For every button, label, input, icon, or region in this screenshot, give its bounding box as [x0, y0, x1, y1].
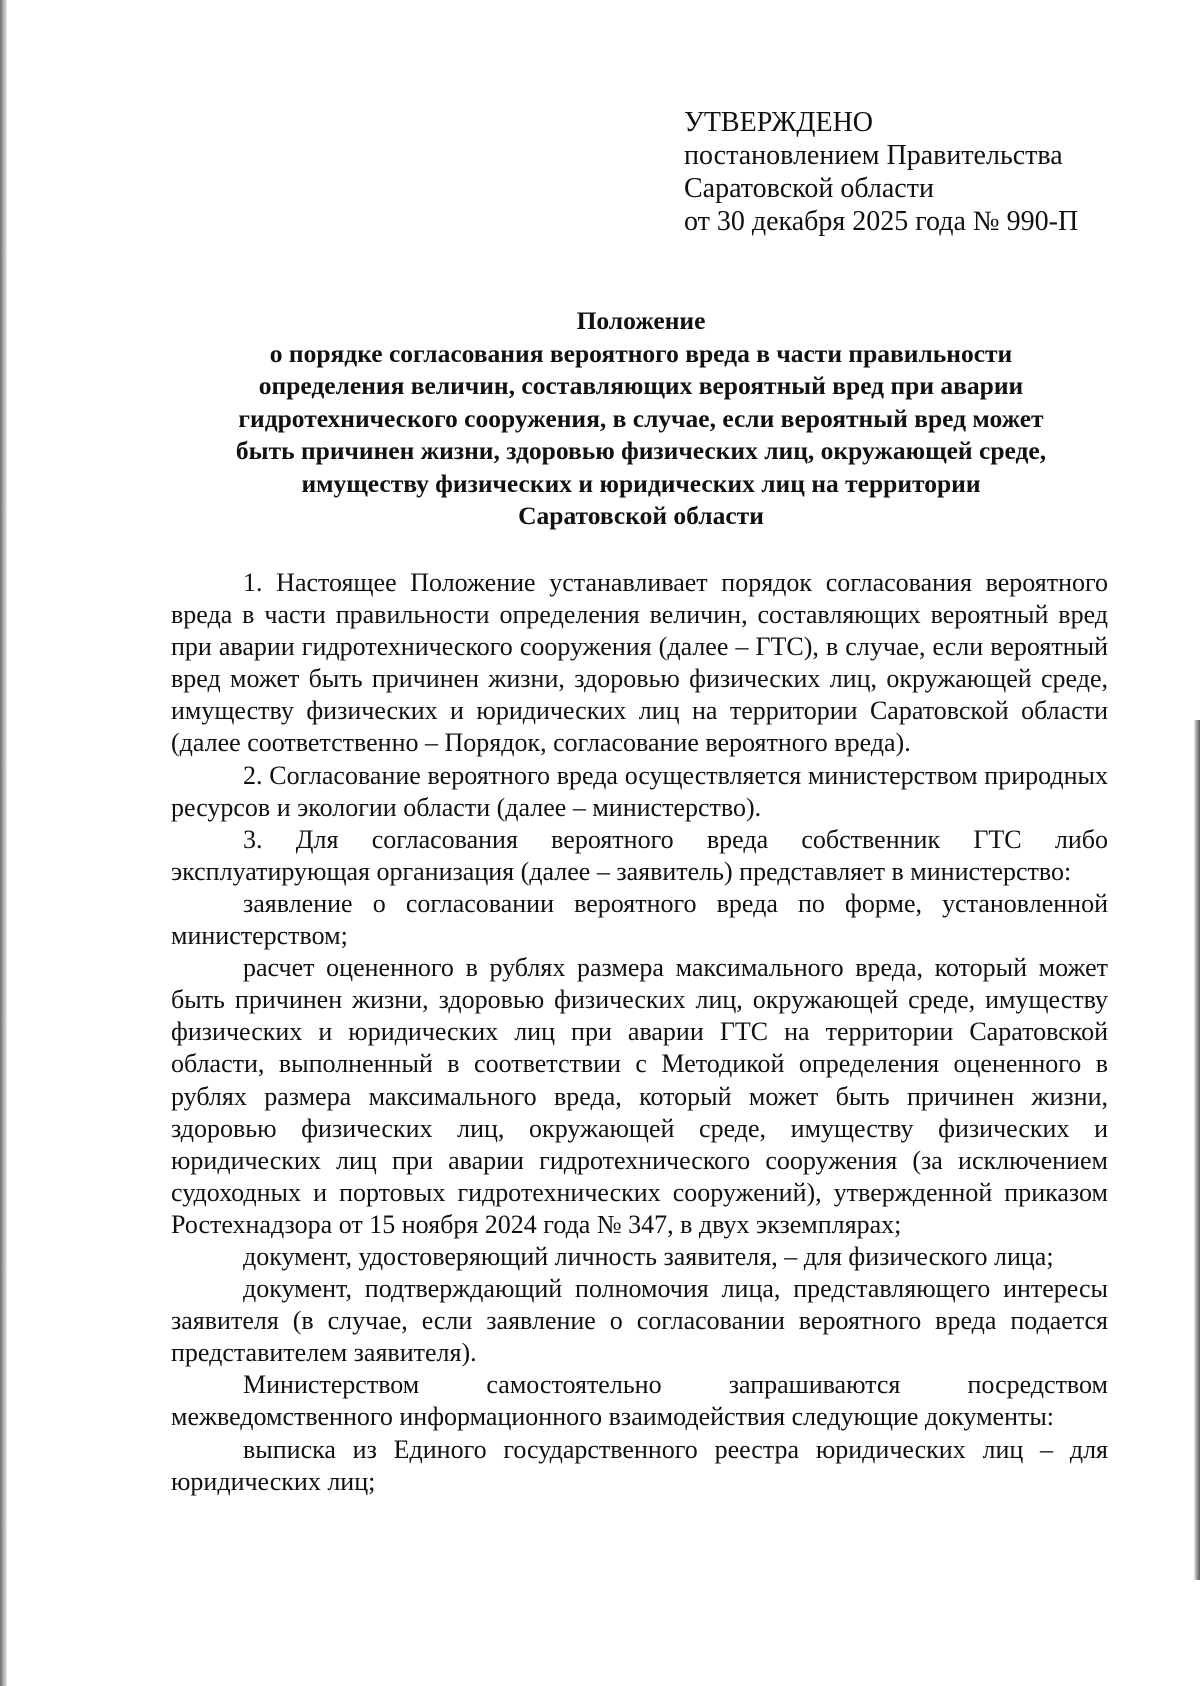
title-line: Саратовской области	[518, 501, 764, 530]
approval-stamp	[684, 106, 1104, 238]
scan-edge-right	[1194, 720, 1200, 1580]
paragraph-1: 1. Настоящее Положение устанавливает порядок согласования вероятного вреда в части правильности определения величин, составляющих вероятный вред при аварии гидротехнического сооружения (далее – ГТС), в случае, если вероятный вред может быть причинен жизни, здоровью физических лиц, окружающей среде, имуществу физических и юридических лиц на территории Саратовской области (далее соответственно – Порядок, согласование вероятного вреда).	[171, 568, 1108, 758]
title-line: определения величин, составляющих вероятный вред при аварии	[258, 371, 1024, 400]
title-line: о порядке согласования вероятного вреда в части правильности	[269, 338, 1013, 368]
approval-approved: УТВЕРЖДЕНО	[684, 107, 874, 138]
approval-by-resolution: постановлением Правительства	[684, 140, 1063, 171]
paragraph-3: 3. Для согласования вероятного вреда собственник ГТС либо эксплуатирующая организация (далее – заявитель) представляет в министерство:	[171, 824, 1108, 886]
title-line: имуществу физических и юридических лиц на территории	[301, 468, 981, 498]
title-line: быть причинен жизни, здоровью физических лиц, окружающей среде,	[235, 436, 1047, 465]
paragraph-3-item-authority-document: документ, подтверждающий полномочия лица, представляющего интересы заявителя (в случае, если заявление о согласовании вероятного вреда подается представителем заявителя).	[171, 1274, 1108, 1368]
approval-date-number: от 30 декабря 2025 года № 990-П	[684, 206, 1079, 237]
paragraph-3-item-application: заявление о согласовании вероятного вреда по форме, установленной министерством;	[171, 888, 1108, 951]
document-title	[150, 305, 1132, 533]
paragraph-2: 2. Согласование вероятного вреда осуществляется министерством природных ресурсов и экологии области (далее – министерство).	[171, 760, 1108, 822]
title-heading: Положение	[576, 306, 706, 335]
paragraph-interagency-item-egrul: выписка из Единого государственного реестра юридических лиц – для юридических лиц;	[171, 1434, 1108, 1496]
title-line: гидротехнического сооружения, в случае, если вероятный вред может	[238, 403, 1044, 433]
paragraph-3-item-calculation: расчет оцененного в рублях размера максимального вреда, который может быть причинен жизни, здоровью физических лиц, окружающей среде, имуществу физических и юридических лиц при аварии ГТС на территории Саратовской области, выполненный в соответствии с Методикой определения оцененного в рублях размера максимального вреда, который может быть причинен жизни, здоровью физических лиц, окружающей среде, имуществу физических и юридических лиц при аварии гидротехнического сооружения (за исключением судоходных и портовых гидротехнических сооружений), утвержденной приказом Ростехнадзора от 15 ноября 2024 года № 347, в двух экземплярах;	[171, 953, 1108, 1239]
scan-edge-left	[0, 0, 7, 1686]
document-body	[171, 567, 1108, 1498]
approval-region: Саратовской области	[684, 173, 934, 204]
paragraph-interagency-request: Министерством самостоятельно запрашиваются посредством межведомственного информационного взаимодействия следующие документы:	[171, 1370, 1108, 1432]
paragraph-3-item-identity-document: документ, удостоверяющий личность заявителя, – для физического лица;	[243, 1241, 1054, 1271]
